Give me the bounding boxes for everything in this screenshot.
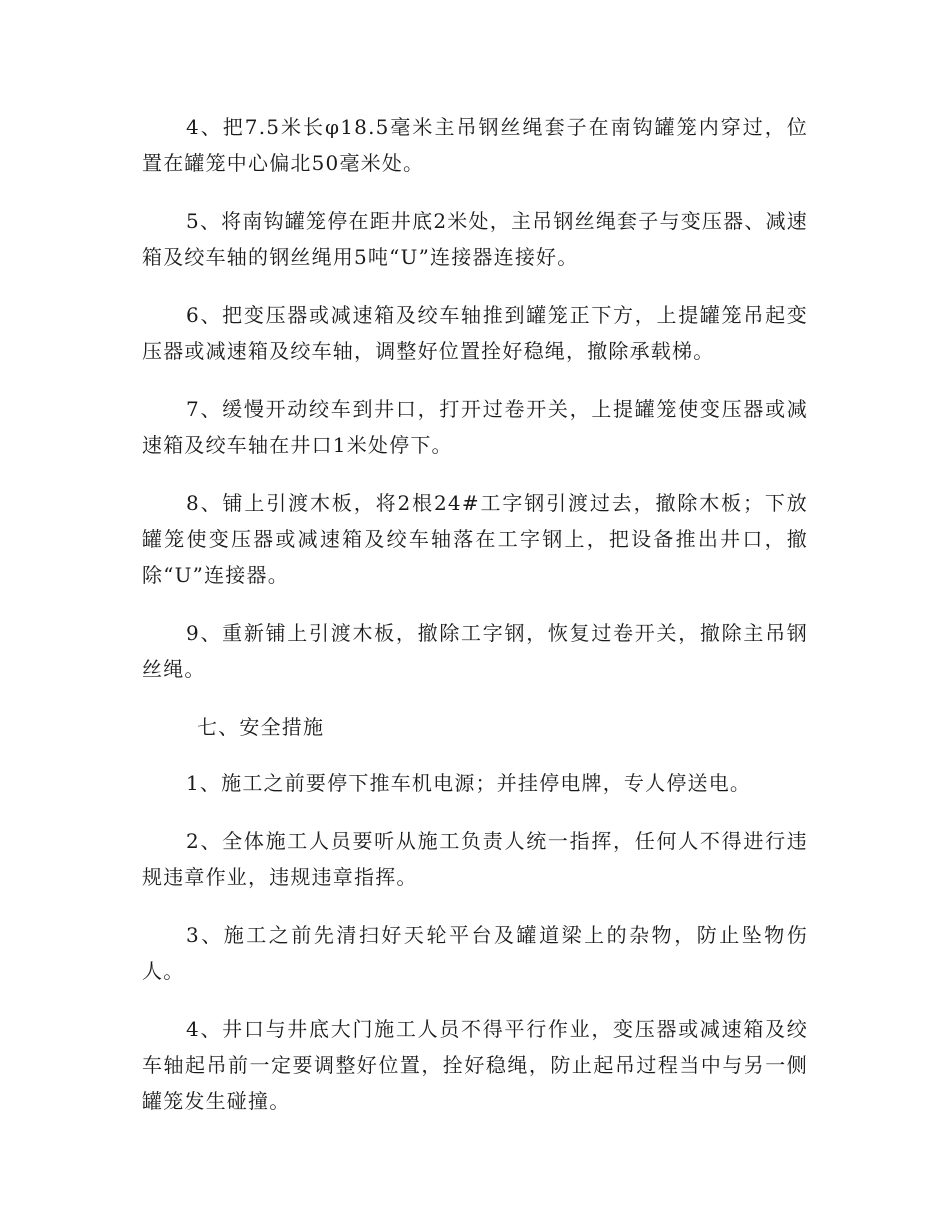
procedure-step-5: 5、将南钩罐笼停在距井底2米处，主吊钢丝绳套子与变压器、减速箱及绞车轴的钢丝绳用5吨“U”连接器连接好。	[142, 209, 808, 269]
procedure-step-6: 6、把变压器或减速箱及绞车轴推到罐笼正下方，上提罐笼吊起变压器或减速箱及绞车轴，调整好位置拴好稳绳，撤除承载梯。	[142, 303, 808, 363]
safety-item-1: 1、施工之前要停下推车机电源；并挂停电牌，专人停送电。	[186, 771, 752, 795]
document-body	[142, 109, 808, 1141]
procedure-step-4: 4、把7.5米长φ18.5毫米主吊钢丝绳套子在南钩罐笼内穿过，位置在罐笼中心偏北50毫米处。	[142, 115, 808, 175]
safety-item-2: 2、全体施工人员要听从施工负责人统一指挥，任何人不得进行违规违章作业，违规违章指挥。	[142, 829, 808, 889]
procedure-step-7: 7、缓慢开动绞车到井口，打开过卷开关，上提罐笼使变压器或减速箱及绞车轴在井口1米处停下。	[142, 397, 808, 457]
section-heading-safety: 七、安全措施	[197, 715, 325, 739]
procedure-step-9: 9、重新铺上引渡木板，撤除工字钢，恢复过卷开关，撤除主吊钢丝绳。	[142, 621, 808, 681]
procedure-step-8: 8、铺上引渡木板，将2根24#工字钢引渡过去，撤除木板；下放罐笼使变压器或减速箱及绞车轴落在工字钢上，把设备推出井口，撤除“U”连接器。	[142, 491, 808, 587]
safety-item-4: 4、井口与井底大门施工人员不得平行作业，变压器或减速箱及绞车轴起吊前一定要调整好位置，拴好稳绳，防止起吊过程当中与另一侧罐笼发生碰撞。	[142, 1017, 808, 1113]
safety-item-3: 3、施工之前先清扫好天轮平台及罐道梁上的杂物，防止坠物伤人。	[142, 923, 808, 983]
